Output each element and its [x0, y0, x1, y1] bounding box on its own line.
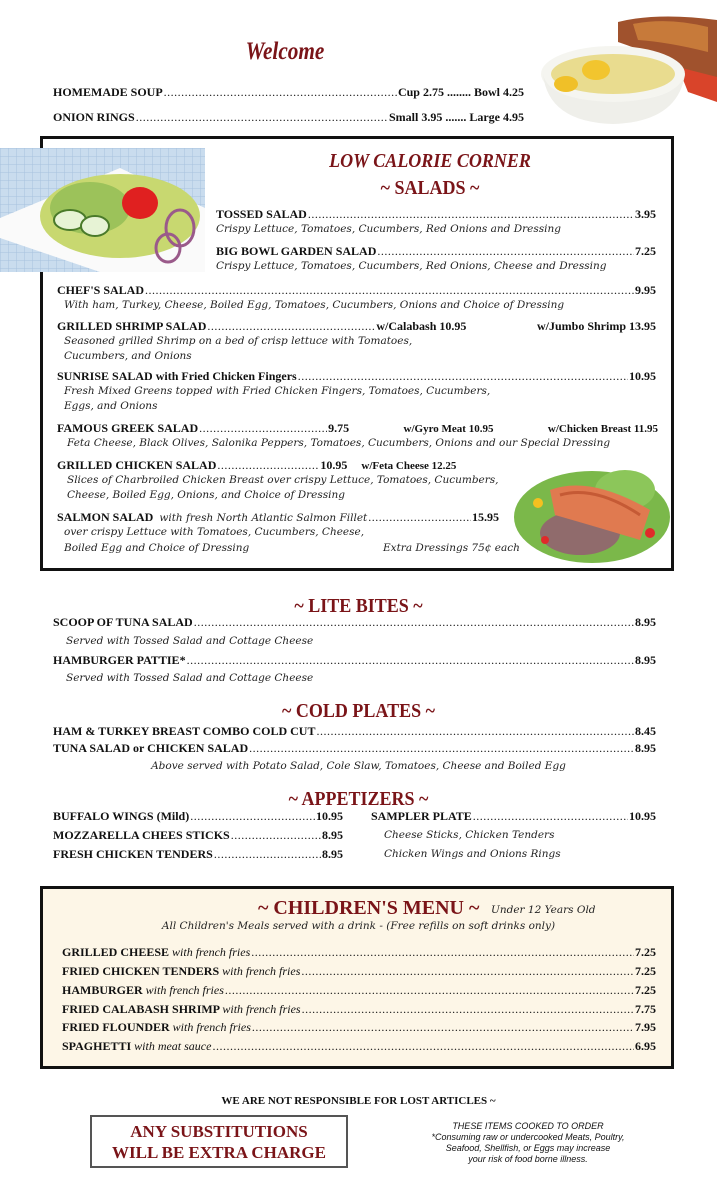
lite-bites-title: ~ LITE BITES ~ — [294, 595, 423, 617]
item-description: Served with Tossed Salad and Cottage Cheese — [66, 672, 314, 684]
cold-plates-title: ~ COLD PLATES ~ — [282, 700, 435, 722]
menu-item-fresh-chicken-tenders: FRESH CHICKEN TENDERS ..... 8.95 — [53, 847, 343, 862]
menu-item-sampler-plate: SAMPLER PLATE ..... 10.95 — [371, 809, 656, 824]
cold-plates-note: Above served with Potato Salad, Cole Slaw, Tomatoes, Cheese and Boiled Egg — [151, 760, 566, 772]
menu-item-onion-rings — [53, 110, 524, 125]
item-description: over crispy Lettuce with Tomatoes, Cucumbers, Cheese, — [64, 526, 365, 538]
item-description: Chicken Wings and Onions Rings — [384, 848, 561, 860]
substitutions-line-1: ANY SUBSTITUTIONS — [130, 1122, 308, 1141]
menu-item-hamburger-pattie: HAMBURGER PATTIE* ..... 8.95 — [53, 653, 656, 668]
menu-item-salmon-salad: SALMON SALAD with fresh North Atlantic Salmon Fillet ..... 15.95 — [57, 510, 499, 526]
substitutions-line-2: WILL BE EXTRA CHARGE — [112, 1143, 326, 1162]
kids-item-grilled-cheese: GRILLED CHEESE with french fries ..... 7.25 — [62, 945, 656, 960]
salads-title: ~ SALADS ~ — [380, 177, 480, 199]
menu-item-grilled-shrimp-salad: GRILLED SHRIMP SALAD ..... w/Calabash 10.95 w/Jumbo Shrimp 13.95 — [57, 319, 656, 334]
item-description: Seasoned grilled Shrimp on a bed of crisp lettuce with Tomatoes, — [64, 335, 413, 347]
kids-item-fried-flounder: FRIED FLOUNDER with french fries ..... 7.95 — [62, 1020, 656, 1035]
menu-item-homemade-soup — [53, 85, 524, 100]
item-description: Eggs, and Onions — [64, 400, 158, 412]
menu-item-grilled-chicken-salad: GRILLED CHICKEN SALAD ..... 10.95 w/Feta Cheese 12.25 — [57, 458, 499, 474]
item-description: Served with Tossed Salad and Cottage Cheese — [66, 635, 314, 647]
menu-item-scoop-of-tuna-salad: SCOOP OF TUNA SALAD ..... 8.95 — [53, 615, 656, 630]
menu-item-buffalo-wings: BUFFALO WINGS (Mild) ..... 10.95 — [53, 809, 343, 824]
menu-item-famous-greek-salad: FAMOUS GREEK SALAD ..... 9.75 w/Gyro Meat 10.95 w/Chicken Breast 11.95 — [57, 421, 658, 437]
item-description: Fresh Mixed Greens topped with Fried Chicken Fingers, Tomatoes, Cucumbers, — [64, 385, 491, 397]
kids-item-spaghetti: SPAGHETTI with meat sauce ..... 6.95 — [62, 1039, 656, 1054]
item-price: Small 3.95 ....... Large 4.95 — [389, 110, 524, 124]
item-price: Cup 2.75 ........ Bowl 4.25 — [397, 85, 524, 99]
item-description: Boiled Egg and Choice of Dressing — [64, 542, 250, 554]
age-note: Under 12 Years Old — [491, 904, 596, 916]
extra-dressing-note: Extra Dressings 75¢ each — [383, 542, 520, 554]
childrens-menu-title: ~ CHILDREN'S MENU ~ — [258, 897, 480, 919]
substitutions-box — [90, 1115, 348, 1168]
tossed-salad-photo — [0, 148, 205, 272]
item-description: Cucumbers, and Onions — [64, 350, 192, 362]
item-description: Crispy Lettuce, Tomatoes, Cucumbers, Red Onions and Dressing — [216, 223, 561, 235]
menu-item-tuna-or-chicken-salad: TUNA SALAD or CHICKEN SALAD ..... 8.95 — [53, 741, 656, 756]
item-name: ONION RINGS — [53, 110, 135, 124]
menu-item-chefs-salad: CHEF'S SALAD ..... 9.95 — [57, 283, 656, 298]
menu-item-ham-turkey-combo: HAM & TURKEY BREAST COMBO COLD CUT ..... 8.45 — [53, 724, 656, 739]
appetizers-title: ~ APPETIZERS ~ — [288, 788, 429, 810]
low-calorie-corner-title: LOW CALORIE CORNER — [329, 150, 531, 172]
kids-item-fried-chicken-tenders: FRIED CHICKEN TENDERS with french fries ..... 7.25 — [62, 964, 656, 979]
item-name: HOMEMADE SOUP — [53, 85, 163, 99]
kids-item-hamburger: HAMBURGER with french fries ..... 7.25 — [62, 983, 656, 998]
menu-item-sunrise-salad: SUNRISE SALAD with Fried Chicken Fingers ..... 10.95 — [57, 369, 656, 384]
item-description: With ham, Turkey, Cheese, Boiled Egg, Tomatoes, Cucumbers, Onions and Choice of Dressing — [64, 299, 565, 311]
menu-item-big-bowl-garden-salad: BIG BOWL GARDEN SALAD ..... 7.25 — [216, 244, 656, 259]
item-description: Slices of Charbroiled Chicken Breast over crispy Lettuce, Tomatoes, Cucumbers, — [67, 474, 499, 486]
item-description: Feta Cheese, Black Olives, Salonika Peppers, Tomatoes, Cucumbers, Onions and our Special Dressing — [67, 437, 611, 449]
kids-item-fried-calabash-shrimp: FRIED CALABASH SHRIMP with french fries ..... 7.75 — [62, 1002, 656, 1017]
lost-articles-notice: WE ARE NOT RESPONSIBLE FOR LOST ARTICLES ~ — [221, 1095, 496, 1107]
menu-item-mozzarella-sticks: MOZZARELLA CHEES STICKS ..... 8.95 — [53, 828, 343, 843]
salmon-salad-photo — [510, 455, 672, 567]
item-description: Crispy Lettuce, Tomatoes, Cucumbers, Red Onions, Cheese and Dressing — [216, 260, 607, 272]
childrens-menu-subtitle: All Children's Meals served with a drink - (Free refills on soft drinks only) — [161, 920, 556, 932]
soup-photo — [538, 12, 717, 126]
welcome-title: Welcome — [245, 38, 325, 65]
item-description: Cheese, Boiled Egg, Onions, and Choice of Dressing — [67, 489, 345, 501]
item-description: Cheese Sticks, Chicken Tenders — [384, 829, 555, 841]
food-safety-notice: THESE ITEMS COOKED TO ORDER *Consuming raw or undercooked Meats, Poultry, Seafood, Shellfish, or Eggs may increase your risk of food borne illness. — [431, 1121, 625, 1164]
menu-item-tossed-salad: TOSSED SALAD ..... 3.95 — [216, 207, 656, 222]
